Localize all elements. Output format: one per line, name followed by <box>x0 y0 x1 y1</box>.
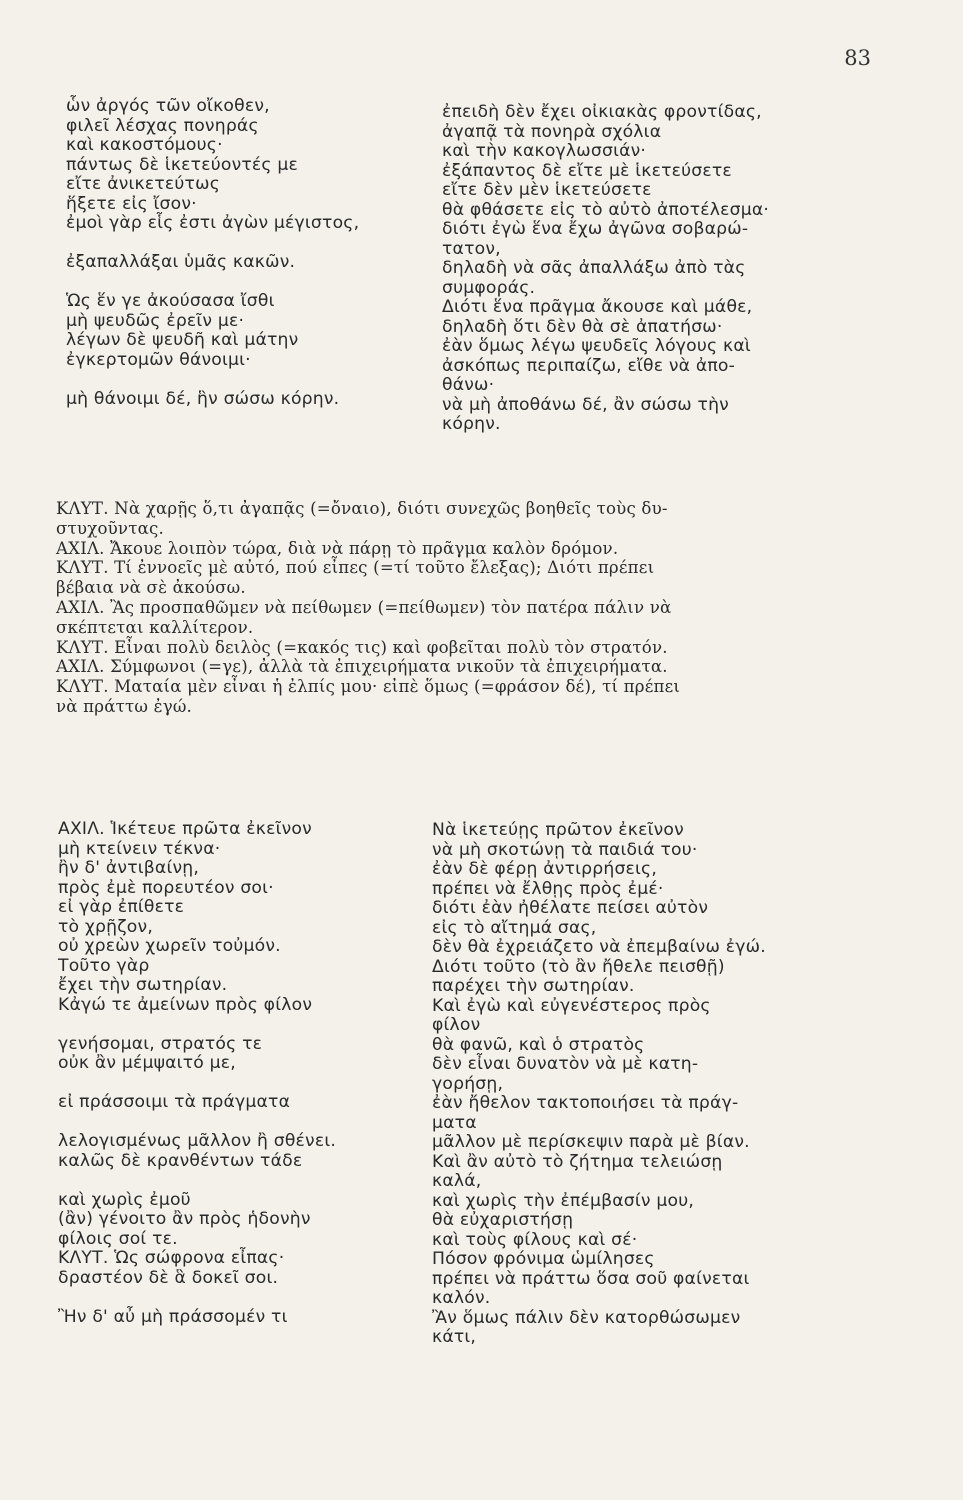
blank-line <box>66 273 416 293</box>
translation-bottom <box>432 821 912 1348</box>
prose-line: ΑΧΙΛ. Ἂς προσπαθῶμεν νὰ πείθωμεν (=πείθωμεν) τὸν πατέρα πάλιν νὰ <box>56 597 672 617</box>
verse-line: Ὡς ἕν γε ἀκούσασα ἴσθι <box>66 291 275 311</box>
verse-line: λέγων δὲ ψευδῆ καὶ μάτην <box>66 330 299 350</box>
blank-line <box>58 1171 428 1191</box>
verse-line: ἥξετε εἰς ἴσον· <box>66 193 197 214</box>
verse-line: φίλοις σοί τε. <box>58 1228 178 1249</box>
translation-line: εἴτε δὲν μὲν ἱκετεύσετε <box>442 180 652 200</box>
verse-line: ἐξαπαλλάξαι ὑμᾶς κακῶν. <box>66 252 296 272</box>
translation-line: πρέπει νὰ πράττω ὅσα σοῦ φαίνεται <box>432 1268 750 1289</box>
translation-line: νὰ μὴ σκοτώνῃ τὰ παιδιά του· <box>432 839 698 860</box>
translation-line: κόρην. <box>442 414 501 434</box>
page-number: 83 <box>844 46 871 70</box>
verse-line: οὐκ ἂν μέμψαιτό με, <box>58 1053 236 1073</box>
verse-line: εἰ πράσσοιμι τὰ πράγματα <box>58 1092 291 1112</box>
verse-line: μὴ ψευδῶς ἐρεῖν με· <box>66 310 245 331</box>
translation-line: κάτι, <box>432 1327 477 1347</box>
greek-original-bottom <box>58 820 428 1327</box>
verse-line: ἢν δ' ἀντιβαίνῃ, <box>58 858 200 878</box>
translation-line: διότι ἐγὼ ἕνα ἔχω ἀγῶνα σοβαρώ- <box>442 219 749 239</box>
translation-top <box>442 103 912 435</box>
blank-line <box>58 1074 428 1094</box>
translation-line: Διότι τοῦτο (τὸ ἂν ἤθελε πεισθῇ) <box>432 956 725 977</box>
verse-line: Κἀγώ τε ἀμείνων πρὸς φίλον <box>58 994 313 1015</box>
translation-line: Ἂν ὅμως πάλιν δὲν κατορθώσωμεν <box>432 1307 741 1328</box>
blank-line <box>66 234 416 254</box>
verse-line: δραστέον δὲ ἃ δοκεῖ σοι. <box>58 1267 279 1288</box>
prose-line: ΑΧΙΛ. Σύμφωνοι (=γε), ἀλλὰ τὰ ἐπιχειρήματα νικοῦν τὰ ἐπιχειρήματα. <box>56 657 668 677</box>
translation-line: καὶ χωρὶς τὴν ἐπέμβασίν μου, <box>432 1190 695 1211</box>
greek-original-top <box>66 97 416 409</box>
translation-line: τατον, <box>442 238 501 259</box>
verse-line: εἴτε ἀνικετεύτως <box>66 174 220 194</box>
prose-line: ΚΛΥΤ. Ματαία μὲν εἶναι ἡ ἐλπίς μου· εἰπὲ ὅμως (=φράσον δέ), τί πρέπει <box>56 677 681 697</box>
blank-line <box>58 1015 428 1035</box>
translation-line: ἀσκόπως περιπαίζω, εἴθε νὰ ἀπο- <box>442 355 736 376</box>
prose-line: στυχοῦντας. <box>56 518 164 538</box>
translation-line: θὰ φθάσετε εἰς τὸ αὐτὸ ἀποτέλεσμα· <box>442 199 770 220</box>
translation-line: καλόν. <box>432 1288 491 1308</box>
translation-line: εἰς τὸ αἴτημά σας, <box>432 917 597 938</box>
verse-line: εἰ γὰρ ἐπίθετε <box>58 897 185 917</box>
translation-line: συμφοράς. <box>442 277 536 298</box>
prose-line: ΚΛΥΤ. Εἶναι πολὺ δειλὸς (=κακός τις) καὶ φοβεῖται πολὺ τὸν στρατόν. <box>56 637 668 657</box>
verse-line: μὴ κτείνειν τέκνα· <box>58 838 221 859</box>
translation-line: ἀγαπᾷ τὰ πονηρὰ σχόλια <box>442 121 662 142</box>
prose-line: ΑΧΙΛ. Ἄκουε λοιπὸν τώρα, διὰ νὰ πάρῃ τὸ πρᾶγμα καλὸν δρόμον. <box>56 538 619 558</box>
translation-line: φίλον <box>432 1015 481 1035</box>
verse-line: πρὸς ἐμὲ πορευτέον σοι· <box>58 877 274 898</box>
translation-line: καὶ τοὺς φίλους καὶ σέ· <box>432 1229 638 1250</box>
prose-line: σκέπτεται καλλίτερον. <box>56 617 254 637</box>
translation-line: νὰ μὴ ἀποθάνω δέ, ἂν σώσω τὴν <box>442 394 729 415</box>
verse-line: τὸ χρῇζον, <box>58 916 153 937</box>
translation-line: ἐὰν ἤθελον τακτοποιήσει τὰ πράγ- <box>432 1093 739 1113</box>
prose-dialogue <box>56 499 916 717</box>
translation-line: Καὶ ἐγὼ καὶ εὐγενέστερος πρὸς <box>432 995 711 1016</box>
translation-line: δὲν εἶναι δυνατὸν νὰ μὲ κατη- <box>432 1054 699 1074</box>
translation-line: καλά, <box>432 1171 482 1191</box>
translation-line: παρέχει τὴν σωτηρίαν. <box>432 976 635 996</box>
verse-line: ὧν ἀργός τῶν οἴκοθεν, <box>66 96 270 116</box>
translation-line: θάνω· <box>442 375 495 395</box>
translation-line: καὶ τὴν κακογλωσσιάν· <box>442 141 647 161</box>
translation-line: ἐὰν ὅμως λέγω ψευδεῖς λόγους καὶ <box>442 336 751 356</box>
blank-line <box>66 370 416 390</box>
verse-line: καὶ κακοστόμους· <box>66 135 223 155</box>
verse-line: καλῶς δὲ κρανθέντων τάδε <box>58 1150 303 1171</box>
translation-line: διότι ἐὰν ἠθέλατε πείσει αὐτὸν <box>432 898 709 918</box>
translation-line: Διότι ἕνα πρᾶγμα ἄκουσε καὶ μάθε, <box>442 297 753 317</box>
blank-line <box>58 1113 428 1133</box>
prose-line: ΚΛΥΤ. Τί ἐννοεῖς μὲ αὐτό, πού εἶπες (=τί τοῦτο ἔλεξας); Διότι πρέπει <box>56 558 655 578</box>
verse-line: ἐμοὶ γὰρ εἷς ἐστι ἀγὼν μέγιστος, <box>66 213 360 233</box>
verse-line: Τοῦτο γὰρ <box>58 955 150 976</box>
translation-line: γορήσῃ, <box>432 1073 504 1094</box>
verse-line: λελογισμένως μᾶλλον ἢ σθένει. <box>58 1131 337 1151</box>
translation-line: θὰ εὐχαριστήσῃ <box>432 1210 574 1230</box>
verse-line: (ἂν) γένοιτο ἂν πρὸς ἡδονὴν <box>58 1209 311 1229</box>
translation-line: δηλαδὴ ὅτι δὲν θὰ σὲ ἀπατήσω· <box>442 316 723 337</box>
verse-line: μὴ θάνοιμι δέ, ἣν σώσω κόρην. <box>66 388 340 409</box>
translation-line: ἐπειδὴ δὲν ἔχει οἰκιακὰς φροντίδας, <box>442 102 762 122</box>
verse-line: Ἢν δ' αὖ μὴ πράσσομέν τι <box>58 1306 288 1327</box>
prose-line: ΚΛΥΤ. Νὰ χαρῇς ὅ,τι ἀγαπᾷς (=ὄναιο), διότι συνεχῶς βοηθεῖς τοὺς δυ- <box>56 499 668 518</box>
translation-line: μᾶλλον μὲ περίσκεψιν παρὰ μὲ βίαν. <box>432 1132 750 1152</box>
translation-line: θὰ φανῶ, καὶ ὁ στρατὸς <box>432 1034 645 1055</box>
prose-line: νὰ πράττω ἐγώ. <box>56 696 193 716</box>
translation-line: ἐὰν δὲ φέρῃ ἀντιρρήσεις, <box>432 859 658 879</box>
translation-line: πρέπει νὰ ἔλθῃς πρὸς ἐμέ· <box>432 878 664 899</box>
translation-line: δηλαδὴ νὰ σᾶς ἀπαλλάξω ἀπὸ τὰς <box>442 258 746 278</box>
verse-line: γενήσομαι, στρατός τε <box>58 1033 263 1054</box>
blank-line <box>58 1288 428 1308</box>
prose-line: βέβαια νὰ σὲ ἀκούσω. <box>56 578 246 598</box>
verse-line: ΚΛΥΤ. Ὡς σώφρονα εἶπας· <box>58 1248 285 1268</box>
verse-line: πάντως δὲ ἱκετεύοντές με <box>66 154 298 175</box>
verse-line: ΑΧΙΛ. Ἱκέτευε πρῶτα ἐκεῖνον <box>58 819 312 839</box>
translation-line: ἐξάπαντος δὲ εἴτε μὲ ἱκετεύσετε <box>442 160 732 181</box>
verse-line: καὶ χωρὶς ἐμοῦ <box>58 1189 191 1210</box>
translation-line: Νὰ ἱκετεύῃς πρῶτον ἐκεῖνον <box>432 820 684 840</box>
verse-line: ἐγκερτομῶν θάνοιμι· <box>66 349 251 370</box>
verse-line: φιλεῖ λέσχας πονηράς <box>66 115 259 136</box>
translation-line: Πόσον φρόνιμα ὡμίλησες <box>432 1249 655 1269</box>
translation-line: Καὶ ἂν αὐτὸ τὸ ζήτημα τελειώσῃ <box>432 1151 723 1172</box>
translation-line: δὲν θὰ ἐχρειάζετο νὰ ἐπεμβαίνω ἐγώ. <box>432 937 766 957</box>
verse-line: ἔχει τὴν σωτηρίαν. <box>58 975 228 995</box>
verse-line: οὐ χρεὼν χωρεῖν τοὐμόν. <box>58 936 281 956</box>
translation-line: ματα <box>432 1112 477 1133</box>
